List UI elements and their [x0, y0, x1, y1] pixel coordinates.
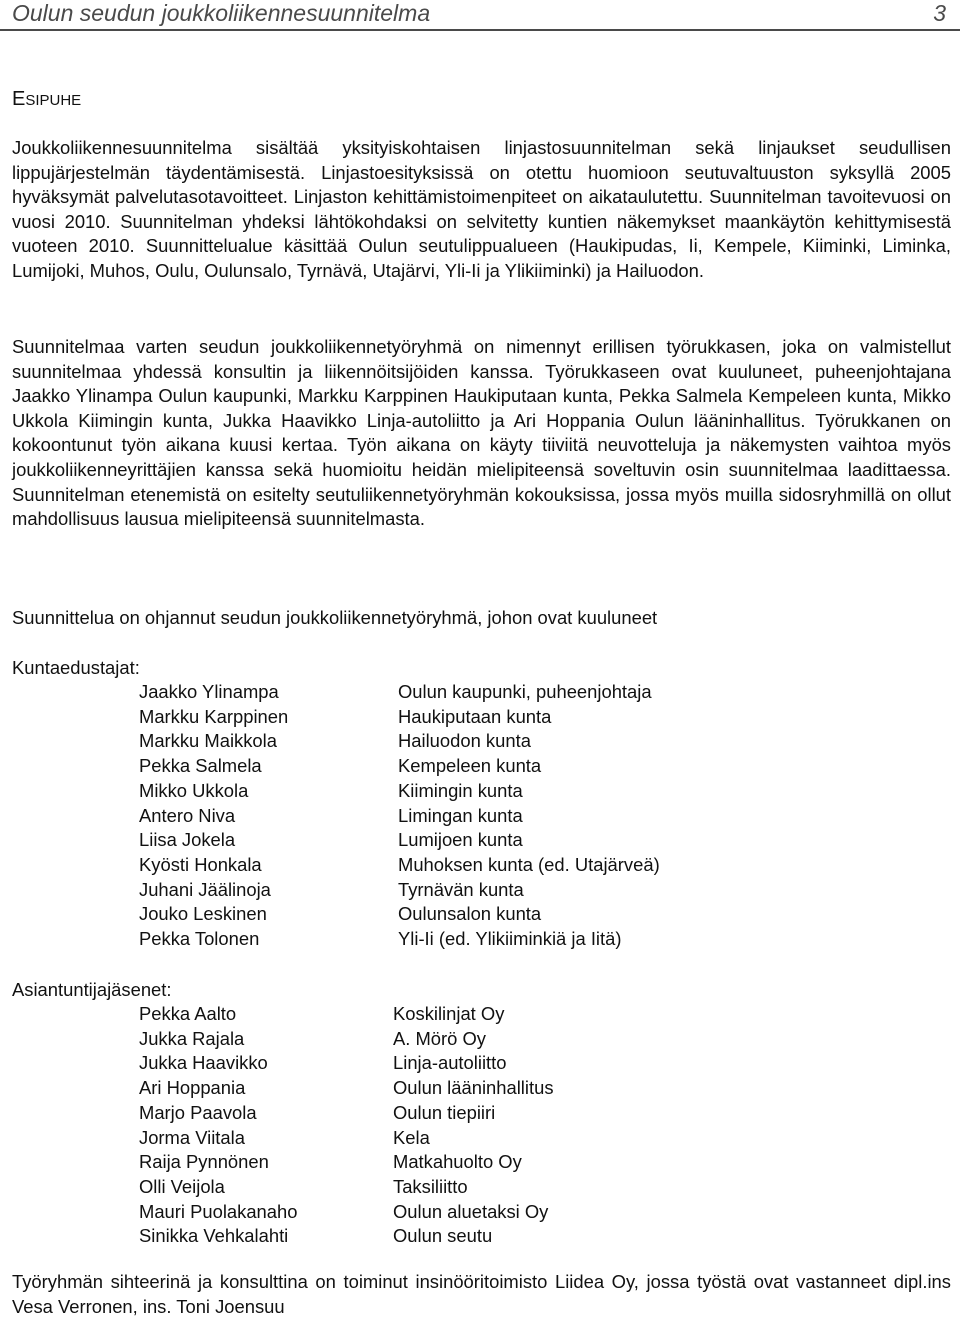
member-org: Kempeleen kunta — [398, 755, 542, 777]
member-name: Juhani Jäälinoja — [139, 878, 271, 900]
member-org: Matkahuolto Oy — [393, 1151, 522, 1173]
member-org: Koskilinjat Oy — [393, 1003, 505, 1024]
header-divider — [0, 29, 960, 31]
member-org: Muhoksen kunta (ed. Utajärveä) — [398, 853, 660, 875]
member-name: Sinikka Vehkalahti — [139, 1225, 289, 1247]
member-name: Antero Niva — [139, 804, 236, 826]
member-name: Pekka Salmela — [139, 755, 262, 777]
member-org: Yli-Ii (ed. Ylikiiminkiä ja Iitä) — [398, 928, 622, 950]
heading-initial: E — [12, 88, 26, 110]
member-name: Kyösti Honkala — [139, 853, 262, 875]
municipal-reps-label: Kuntaedustajat: — [12, 657, 140, 678]
paragraph-steering: Suunnittelua on ohjannut seudun joukkoliikennetyöryhmä, johon ovat kuuluneet — [12, 607, 658, 628]
member-name: Markku Karppinen — [139, 705, 289, 727]
member-name: Jukka Haavikko — [139, 1052, 268, 1074]
member-org: Kiimingin kunta — [398, 779, 523, 801]
document-title: Oulun seudun joukkoliikennesuunnitelma — [12, 0, 431, 26]
page-number: 3 — [933, 0, 946, 26]
experts-label: Asiantuntijajäsenet: — [12, 979, 172, 1000]
member-name: Pekka Aalto — [139, 1003, 237, 1024]
member-org: Kela — [393, 1126, 430, 1148]
member-name: Mauri Puolakanaho — [139, 1200, 298, 1222]
member-name: Liisa Jokela — [139, 829, 236, 851]
experts-names — [139, 1002, 297, 1249]
member-org: Hailuodon kunta — [398, 730, 531, 752]
member-org: Oulun kaupunki, puheenjohtaja — [398, 681, 652, 702]
member-name: Olli Veijola — [139, 1175, 225, 1197]
member-name: Pekka Tolonen — [139, 928, 260, 950]
paragraph-intro: Joukkoliikennesuunnitelma sisältää yksityiskohtaisen linjastosuunnitelman sekä linjaukset seudullisen lippujärjestelmän täydentämisestä. Linjastoesityksissä on otettu huomioon seutuvaltuuston syksyllä 2005 hyväksymät palvelutasotavoitteet. Linjaston kehittämistoimenpiteet on aikataulutettu. Suunnitelman tavoitevuosi on vuosi 2010. Suunnitelman yhdeksi lähtökohdaksi on selvitetty kuntien näkemykset maankäytön kehittymisestä vuoteen 2010. Suunnittelualue käsittää Oulun seutulippualueen (Haukipudas, Ii, Kempele, Kiiminki, Liminka, Lumijoki, Muhos, Oulu, Oulunsalo, Tyrnävä, Utajärvi, Yli-Ii ja Ylikiiminki) ja Hailuodon. — [12, 137, 951, 281]
paragraph-consultant: Työryhmän sihteerinä ja konsulttina on toiminut insinööritoimisto Liidea Oy, jossa työstä ovat vastanneet dipl.ins Vesa Verronen, ins. Toni Joensuu — [12, 1271, 951, 1317]
heading-rest: SIPUHE — [25, 92, 82, 109]
municipal-reps-orgs — [398, 680, 660, 952]
member-org: A. Mörö Oy — [393, 1027, 486, 1049]
member-name: Raija Pynnönen — [139, 1151, 269, 1173]
paragraph-working-group: Suunnitelmaa varten seudun joukkoliikennetyöryhmä on nimennyt erillisen työrukkasen, joka on valmistellut suunnitelmaa yhdessä konsultin ja liikennöitsijöiden kanssa. Työrukkaseen ovat kuuluneet, puheenjohtajana Jaakko Ylinampa Oulun kaupunki, Markku Karppinen Haukiputaan kunta, Pekka Salmela Kempeleen kunta, Mikko Ukkola Kiimingin kunta, Jukka Haavikko Linja-autoliitto ja Ari Hoppania Oulun lääninhallitus. Työrukkanen on kokoontunut työn aikana kuusi kertaa. Työn aikana on käyty tiiviitä neuvotteluja ja näkemysten vaihtoa myös joukkoliikenneyrittäjien kanssa sekä huomioitu heidän mielipiteensä soveltuvin osin suunnitelmaa laadittaessa. Suunnitelman etenemistä on esitelty seutuliikennetyöryhmän kokouksissa, jossa myös muilla sidosryhmillä on ollut mahdollisuus lausua mielipiteensä suunnitelmasta. — [12, 336, 951, 530]
member-org: Lumijoen kunta — [398, 829, 523, 851]
member-org: Limingan kunta — [398, 804, 523, 826]
member-org: Linja-autoliitto — [393, 1052, 507, 1074]
municipal-reps-names — [139, 680, 288, 952]
member-name: Jouko Leskinen — [139, 903, 267, 925]
member-org: Oulun tiepiiri — [393, 1101, 496, 1123]
member-name: Jaakko Ylinampa — [139, 681, 279, 702]
section-heading — [12, 88, 81, 111]
member-org: Oulun seutu — [393, 1225, 493, 1247]
member-org: Haukiputaan kunta — [398, 705, 552, 727]
member-org: Oulun lääninhallitus — [393, 1077, 554, 1099]
member-name: Jorma Viitala — [139, 1126, 245, 1148]
experts-orgs — [393, 1002, 554, 1249]
member-org: Tyrnävän kunta — [398, 878, 524, 900]
member-name: Ari Hoppania — [139, 1077, 246, 1099]
member-name: Marjo Paavola — [139, 1101, 257, 1123]
member-org: Oulunsalon kunta — [398, 903, 542, 925]
member-name: Markku Maikkola — [139, 730, 277, 752]
member-name: Mikko Ukkola — [139, 779, 249, 801]
member-org: Taksiliitto — [393, 1175, 468, 1197]
page-header — [0, 0, 960, 32]
member-org: Oulun aluetaksi Oy — [393, 1200, 549, 1222]
member-name: Jukka Rajala — [139, 1027, 245, 1049]
